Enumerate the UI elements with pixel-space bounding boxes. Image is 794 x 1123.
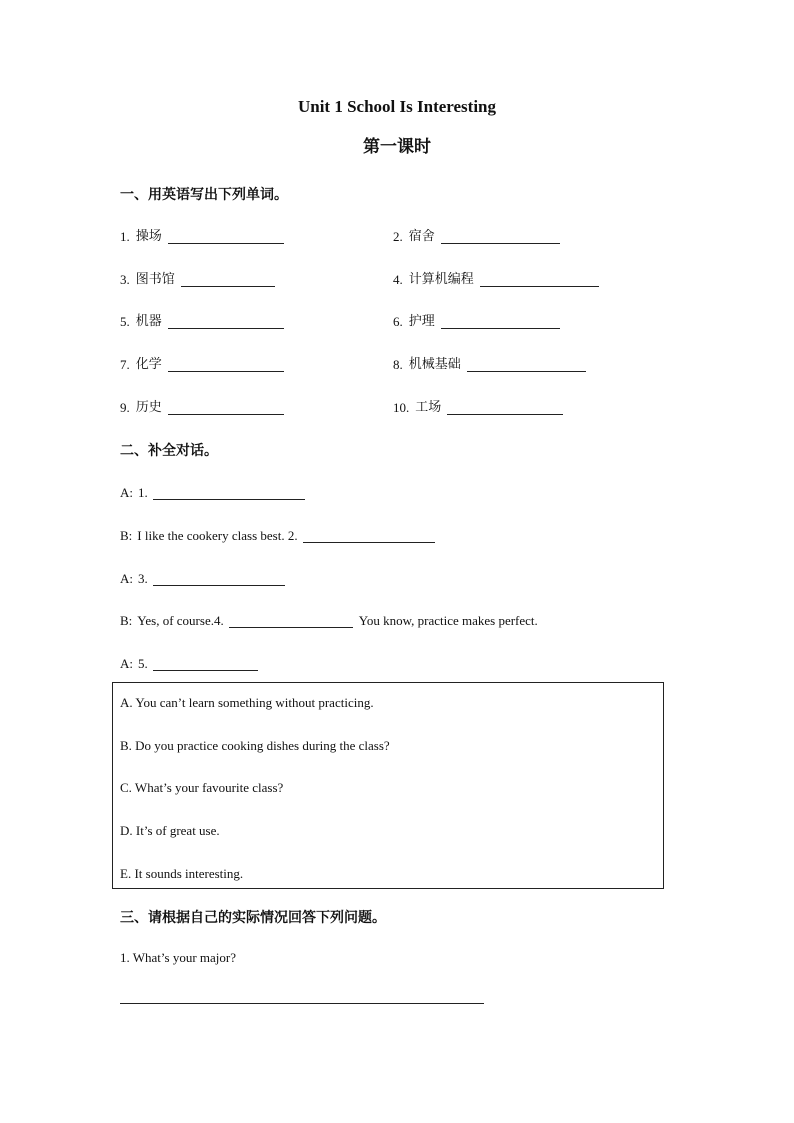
speaker-label: B: bbox=[120, 528, 133, 543]
vocab-number: 7. bbox=[120, 357, 130, 372]
vocab-word: 操场 bbox=[135, 229, 162, 244]
page-title: Unit 1 School Is Interesting bbox=[297, 97, 497, 116]
option-a: A. You can’t learn something without practicing. bbox=[120, 695, 374, 710]
vocab-item bbox=[393, 356, 586, 374]
dialog-text: 1. bbox=[138, 485, 148, 500]
speaker-label: A: bbox=[120, 656, 133, 671]
answer-blank[interactable] bbox=[168, 357, 284, 372]
vocab-item bbox=[393, 271, 599, 289]
answer-blank[interactable] bbox=[153, 571, 285, 586]
answer-blank[interactable] bbox=[168, 229, 284, 244]
dialog-text-after: You know, practice makes perfect. bbox=[358, 613, 538, 628]
vocab-word: 历史 bbox=[135, 400, 162, 415]
answer-blank[interactable] bbox=[153, 485, 305, 500]
option-b: B. Do you practice cooking dishes during the class? bbox=[120, 738, 390, 753]
dialog-text: 5. bbox=[138, 656, 148, 671]
answer-blank[interactable] bbox=[168, 400, 284, 415]
dialog-line bbox=[120, 655, 258, 673]
vocab-item bbox=[120, 271, 275, 289]
vocab-item bbox=[120, 313, 284, 331]
answer-blank[interactable] bbox=[480, 272, 599, 287]
options-box bbox=[112, 682, 664, 889]
vocab-number: 1. bbox=[120, 229, 130, 244]
vocab-item bbox=[393, 313, 560, 331]
answer-line[interactable] bbox=[120, 1003, 484, 1004]
vocab-item bbox=[393, 228, 560, 246]
vocab-item bbox=[120, 356, 284, 374]
section1-heading: 一、用英语写出下列单词。 bbox=[120, 187, 288, 203]
speaker-label: A: bbox=[120, 485, 133, 500]
vocab-word: 护理 bbox=[408, 314, 435, 329]
answer-blank[interactable] bbox=[441, 314, 560, 329]
answer-blank[interactable] bbox=[153, 656, 258, 671]
vocab-number: 2. bbox=[393, 229, 403, 244]
vocab-word: 机械基础 bbox=[408, 357, 461, 372]
vocab-word: 图书馆 bbox=[135, 272, 175, 287]
answer-blank[interactable] bbox=[229, 613, 353, 628]
vocab-word: 化学 bbox=[135, 357, 162, 372]
answer-blank[interactable] bbox=[181, 272, 275, 287]
answer-blank[interactable] bbox=[303, 528, 435, 543]
vocab-number: 5. bbox=[120, 314, 130, 329]
answer-blank[interactable] bbox=[441, 229, 560, 244]
vocab-item bbox=[393, 399, 563, 417]
dialog-text: Yes, of course.4. bbox=[137, 613, 224, 628]
lesson-subtitle: 第一课时 bbox=[363, 137, 431, 157]
dialog-text: I like the cookery class best. 2. bbox=[137, 528, 298, 543]
speaker-label: B: bbox=[120, 613, 133, 628]
option-d: D. It’s of great use. bbox=[120, 823, 220, 838]
vocab-number: 6. bbox=[393, 314, 403, 329]
vocab-number: 8. bbox=[393, 357, 403, 372]
vocab-word: 计算机编程 bbox=[408, 272, 474, 287]
option-c: C. What’s your favourite class? bbox=[120, 780, 284, 795]
dialog-line bbox=[120, 527, 435, 545]
section2-heading: 二、补全对话。 bbox=[120, 443, 218, 459]
answer-blank[interactable] bbox=[168, 314, 284, 329]
vocab-word: 宿舍 bbox=[408, 229, 435, 244]
dialog-line bbox=[120, 484, 305, 502]
vocab-number: 4. bbox=[393, 272, 403, 287]
vocab-number: 3. bbox=[120, 272, 130, 287]
dialog-text: 3. bbox=[138, 571, 148, 586]
vocab-item bbox=[120, 399, 284, 417]
question-text: 1. What’s your major? bbox=[120, 950, 237, 965]
answer-blank[interactable] bbox=[447, 400, 563, 415]
vocab-item bbox=[120, 228, 284, 246]
vocab-number: 9. bbox=[120, 400, 130, 415]
section3-heading: 三、请根据自己的实际情况回答下列问题。 bbox=[120, 910, 386, 926]
vocab-number: 10. bbox=[393, 400, 410, 415]
option-e: E. It sounds interesting. bbox=[120, 866, 244, 881]
vocab-word: 工场 bbox=[415, 400, 442, 415]
dialog-line bbox=[120, 570, 285, 588]
vocab-word: 机器 bbox=[135, 314, 162, 329]
dialog-line bbox=[120, 612, 538, 630]
speaker-label: A: bbox=[120, 571, 133, 586]
answer-blank[interactable] bbox=[467, 357, 586, 372]
